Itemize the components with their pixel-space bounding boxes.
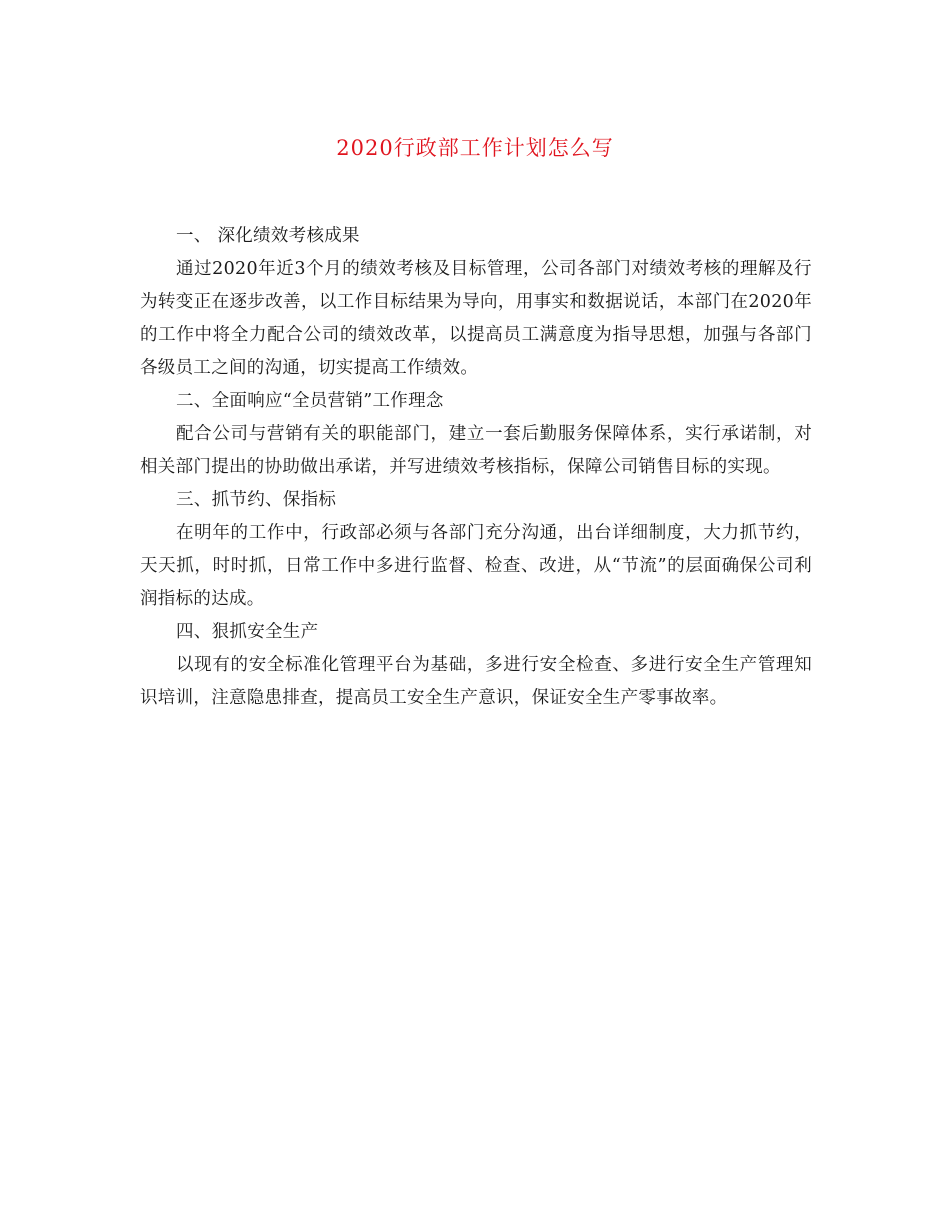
section-heading-2: 二、全面响应“全员营销”工作理念 [176,391,444,411]
section-paragraph-3: 在明年的工作中，行政部必须与各部门充分沟通，出台详细制度，大力抓节约，天天抓，时时抓，日常工作中多进行监督、检查、改进，从“节流”的层面确保公司利润指标的达成。 [140,523,812,609]
section-paragraph-2: 配合公司与营销有关的职能部门，建立一套后勤服务保障体系，实行承诺制，对相关部门提出的协助做出承诺，并写进绩效考核指标，保障公司销售目标的实现。 [140,424,812,477]
document-body [140,220,812,715]
section-paragraph-1: 通过2020年近3个月的绩效考核及目标管理，公司各部门对绩效考核的理解及行为转变正在逐步改善，以工作目标结果为导向，用事实和数据说话，本部门在2020年的工作中将全力配合公司的绩效改革，以提高员工满意度为指导思想，加强与各部门各级员工之间的沟通，切实提高工作绩效。 [140,259,812,378]
section-heading-4: 四、狠抓安全生产 [176,622,319,642]
document-title: 2020行政部工作计划怎么写 [336,136,614,160]
section-heading-3: 三、抓节约、保指标 [176,490,337,510]
section-paragraph-4: 以现有的安全标准化管理平台为基础，多进行安全检查、多进行安全生产管理知识培训，注意隐患排查，提高员工安全生产意识，保证安全生产零事故率。 [140,655,812,708]
section-heading-1: 一、 深化绩效考核成果 [176,226,360,246]
